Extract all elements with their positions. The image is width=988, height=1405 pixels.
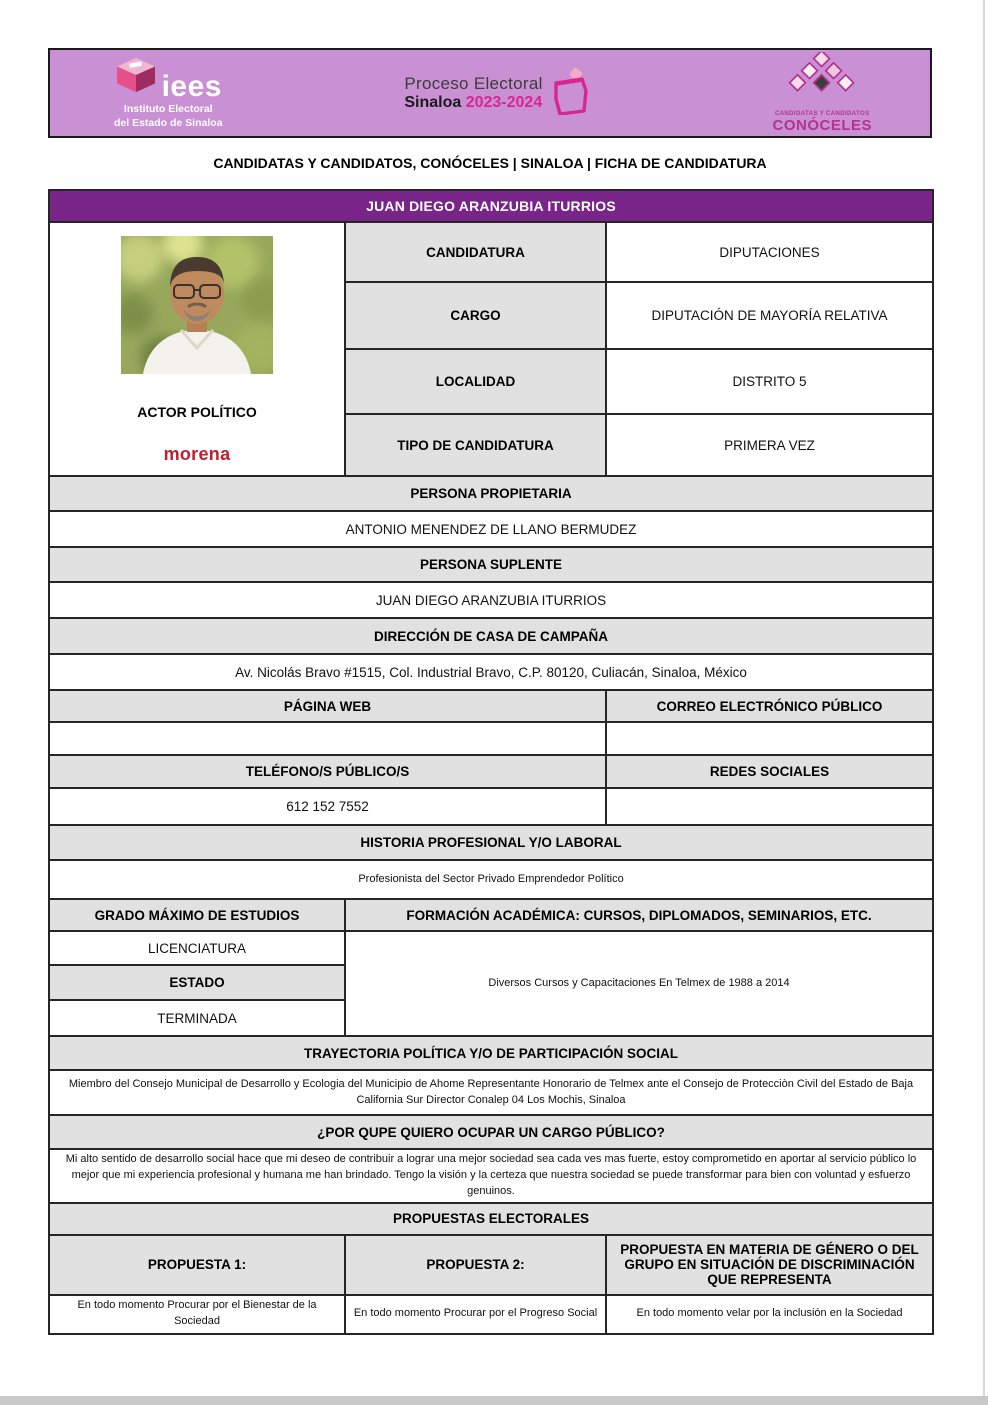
field-value-cargo: DIPUTACIÓN DE MAYORÍA RELATIVA xyxy=(606,282,933,349)
value-pagina-web xyxy=(49,722,606,755)
section-header-historia: HISTORIA PROFESIONAL Y/O LABORAL xyxy=(49,825,933,860)
conoceles-wordmark: CONÓCELES xyxy=(772,117,872,134)
section-header-propuestas: PROPUESTAS ELECTORALES xyxy=(49,1203,933,1235)
sinaloa-text: Sinaloa xyxy=(404,94,462,111)
section-header-grado: GRADO MÁXIMO DE ESTUDIOS xyxy=(49,899,345,931)
section-header-correo: CORREO ELECTRÓNICO PÚBLICO xyxy=(606,690,933,722)
value-estado: TERMINADA xyxy=(49,1000,345,1036)
field-value-localidad: DISTRITO 5 xyxy=(606,349,933,414)
section-header-estado: ESTADO xyxy=(49,965,345,1000)
conoceles-logo xyxy=(772,52,872,134)
header-propuesta-genero: PROPUESTA EN MATERIA DE GÉNERO O DEL GRUPO EN SITUACIÓN DE DISCRIMINACIÓN QUE REPRESENTA xyxy=(606,1235,933,1295)
field-label-localidad: LOCALIDAD xyxy=(345,349,606,414)
section-header-redes: REDES SOCIALES xyxy=(606,755,933,788)
value-persona-suplente: JUAN DIEGO ARANZUBIA ITURRIOS xyxy=(49,582,933,618)
iees-wordmark: iees xyxy=(161,70,222,104)
institutional-banner xyxy=(48,48,932,138)
ballot-box-icon xyxy=(549,67,591,120)
iees-subtitle-line1: Instituto Electoral xyxy=(123,103,213,116)
page-title: CANDIDATAS Y CANDIDATOS, CONÓCELES | SINALOA | FICHA DE CANDIDATURA xyxy=(213,155,767,171)
value-telefono: 612 152 7552 xyxy=(49,788,606,825)
value-propuesta-1: En todo momento Procurar por el Bienestar de la Sociedad xyxy=(49,1295,345,1334)
value-redes xyxy=(606,788,933,825)
value-trayectoria: Miembro del Consejo Municipal de Desarrollo y Ecologia del Municipio de Ahome Representante Honorario de Telmex ante el Consejo de Protecciòn Civil del Estado de Baja California Sur Director Conalep 04 Los Mochis, Sinaloa xyxy=(49,1070,933,1115)
candidate-photo-cell xyxy=(49,222,345,476)
field-value-tipo-candidatura: PRIMERA VEZ xyxy=(606,414,933,476)
field-label-tipo-candidatura: TIPO DE CANDIDATURA xyxy=(345,414,606,476)
actor-politico-label: ACTOR POLÍTICO xyxy=(137,403,257,420)
section-header-formacion: FORMACIÓN ACADÉMICA: CURSOS, DIPLOMADOS, SEMINARIOS, ETC. xyxy=(345,899,933,931)
value-persona-propietaria: ANTONIO MENENDEZ DE LLANO BERMUDEZ xyxy=(49,511,933,547)
iees-logo xyxy=(114,56,223,129)
value-direccion: Av. Nicolás Bravo #1515, Col. Industrial Bravo, C.P. 80120, Culiacán, Sinaloa, México xyxy=(49,654,933,690)
value-formacion: Diversos Cursos y Capacitaciones En Telmex de 1988 a 2014 xyxy=(345,931,933,1036)
section-header-persona-suplente: PERSONA SUPLENTE xyxy=(49,547,933,582)
section-header-direccion: DIRECCIÓN DE CASA DE CAMPAÑA xyxy=(49,618,933,654)
value-propuesta-2: En todo momento Procurar por el Progreso Social xyxy=(345,1295,606,1334)
section-header-telefono: TELÉFONO/S PÚBLICO/S xyxy=(49,755,606,788)
candidate-name-bar: JUAN DIEGO ARANZUBIA ITURRIOS xyxy=(49,190,933,222)
page-bottom-bar xyxy=(0,1396,988,1405)
field-value-candidatura: DIPUTACIONES xyxy=(606,222,933,282)
proceso-electoral-logo xyxy=(404,67,590,120)
conoceles-diamonds-icon xyxy=(779,52,865,109)
content-column xyxy=(48,48,932,1335)
party-name: morena xyxy=(163,443,231,464)
candidate-photo xyxy=(121,236,273,374)
section-header-trayectoria: TRAYECTORIA POLÍTICA Y/O DE PARTICIPACIÓN SOCIAL xyxy=(49,1036,933,1070)
iees-subtitle-line2: del Estado de Sinaloa xyxy=(114,116,223,129)
section-header-cargo-publico: ¿POR QUPE QUIERO OCUPAR UN CARGO PÚBLICO? xyxy=(49,1115,933,1149)
proceso-electoral-text: Proceso Electoral xyxy=(404,74,543,93)
section-header-pagina-web: PÁGINA WEB xyxy=(49,690,606,722)
ficha-table xyxy=(48,189,934,1335)
page-edge-line xyxy=(983,0,985,1396)
value-correo xyxy=(606,722,933,755)
value-grado: LICENCIATURA xyxy=(49,931,345,965)
field-label-cargo: CARGO xyxy=(345,282,606,349)
section-header-persona-propietaria: PERSONA PROPIETARIA xyxy=(49,476,933,511)
iees-ballot-box-icon xyxy=(115,56,157,99)
header-propuesta-1: PROPUESTA 1: xyxy=(49,1235,345,1295)
value-propuesta-genero: En todo momento velar por la inclusión en la Sociedad xyxy=(606,1295,933,1334)
proceso-years-text: 2023-2024 xyxy=(465,94,543,111)
value-cargo-publico: Mi alto sentido de desarrollo social hace que mi deseo de contribuir a lograr una mejor sociedad sea cada ves mas fuerte, estoy comprometido en aportar al servicio público lo mejor que mi experiencia profesional y humana me han brindado. Tengo la visión y la certeza que nuestra sociedad se puede transformar para bien con voluntad y esfuerzo genuinos. xyxy=(49,1149,933,1203)
conoceles-tagline: CANDIDATAS Y CANDIDATOS xyxy=(774,111,870,117)
header-propuesta-2: PROPUESTA 2: xyxy=(345,1235,606,1295)
field-label-candidatura: CANDIDATURA xyxy=(345,222,606,282)
value-historia: Profesionista del Sector Privado Emprendedor Político xyxy=(49,860,933,899)
